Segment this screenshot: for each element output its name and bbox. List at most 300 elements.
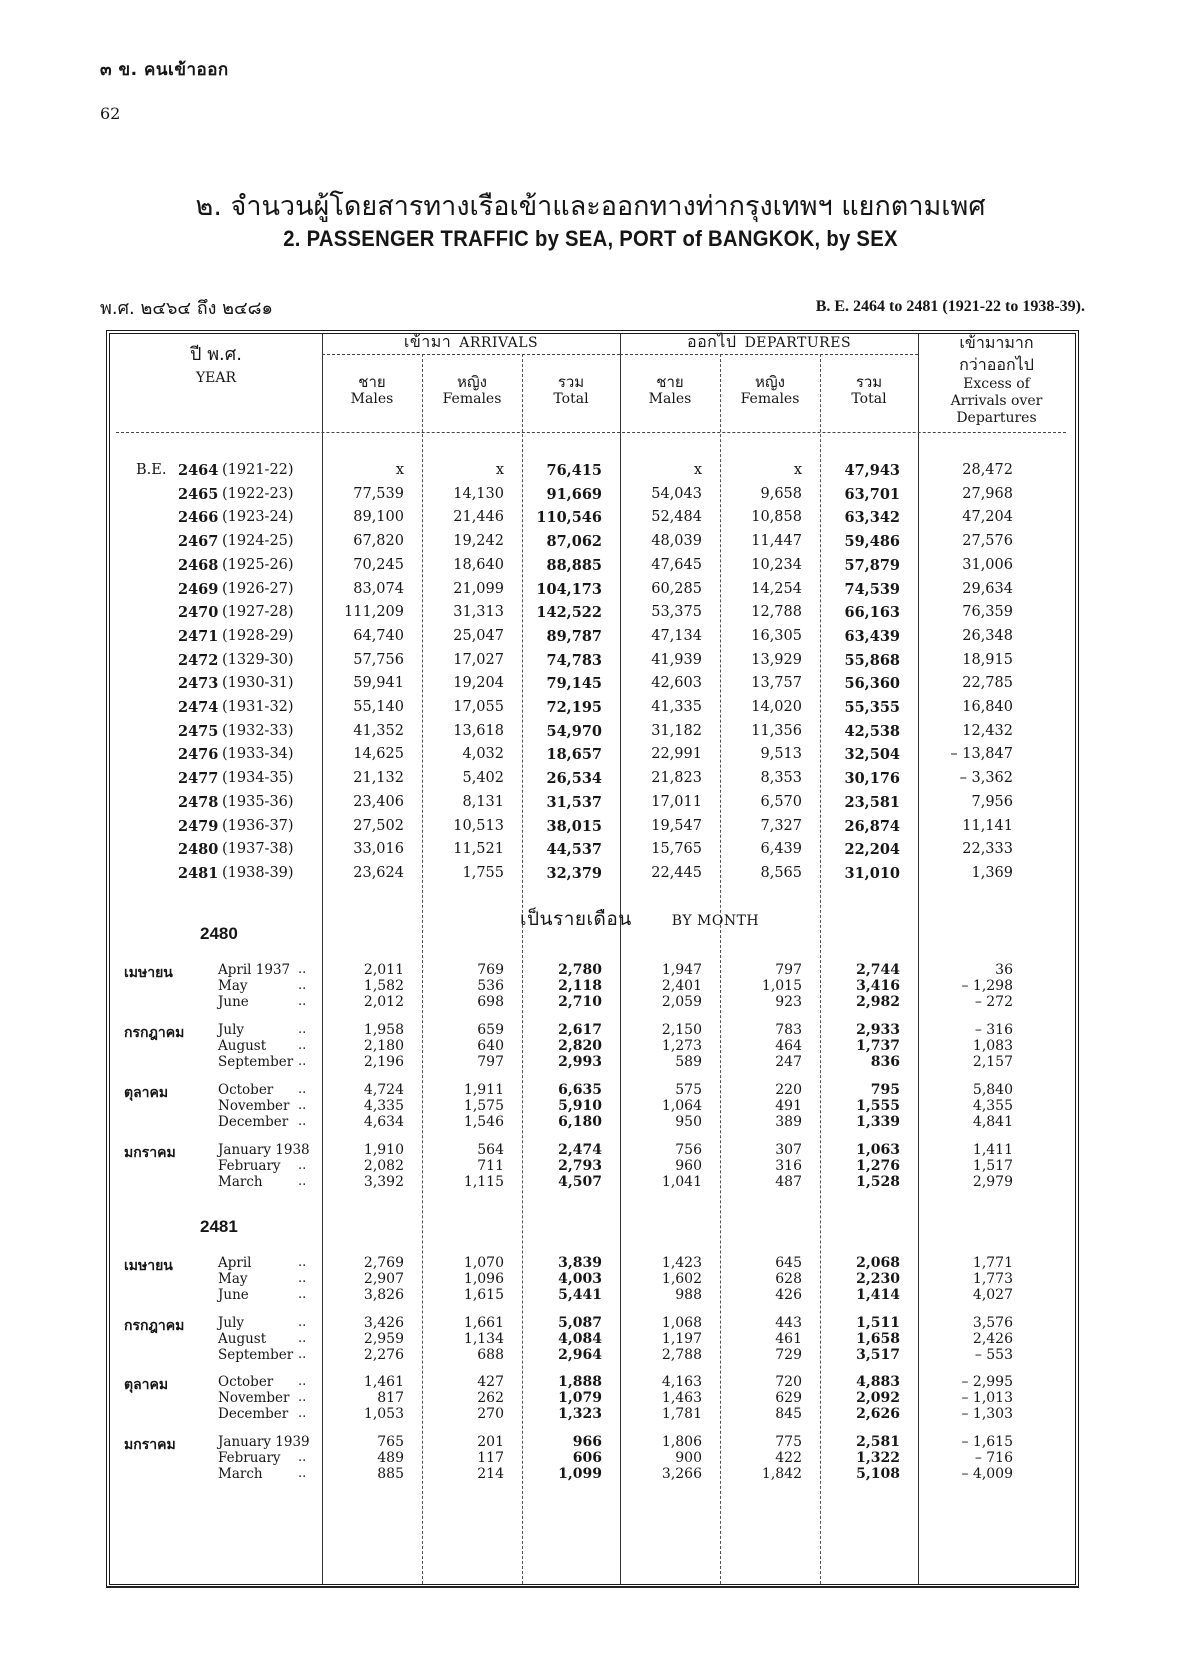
arrivals-females-header: หญิง Females	[442, 373, 502, 407]
cell-dep-t: 2,626	[856, 1406, 900, 1422]
cell-excess: 27,968	[962, 485, 1013, 502]
cell-arr-f: 5,402	[462, 770, 504, 787]
cell-dep-m: 950	[675, 1114, 702, 1130]
month-name: December	[218, 1406, 289, 1422]
cell-dep-f: 9,513	[760, 746, 802, 763]
month-row	[110, 1271, 1075, 1287]
excess-header: เข้ามามาก กว่าออกไป Excess of Arrivals over Departures	[950, 333, 1043, 426]
month-row	[110, 1390, 1075, 1406]
year-be: 2465	[178, 485, 219, 503]
cell-dep-f: 13,929	[751, 651, 802, 668]
cell-arr-t: 88,885	[546, 556, 602, 574]
table-row	[110, 581, 1075, 605]
cell-arr-f: 659	[477, 1022, 504, 1038]
cell-arr-m: 2,959	[363, 1331, 404, 1347]
leader-dots: ..	[298, 1174, 307, 1189]
cell-arr-m: 55,140	[353, 699, 404, 715]
cell-arr-m: 817	[377, 1390, 404, 1406]
year-be: 2476	[178, 746, 219, 764]
year-header-thai: ปี พ.ศ.	[190, 344, 242, 365]
cell-arr-m: 2,196	[363, 1054, 404, 1070]
cell-arr-t: 32,379	[546, 864, 602, 882]
leader-dots: ..	[298, 1271, 307, 1286]
leader-dots: ..	[298, 1287, 307, 1302]
month-section-year: 2480	[200, 924, 238, 943]
cell-dep-m: 1,041	[661, 1174, 702, 1190]
cell-dep-t: 1,063	[856, 1142, 900, 1158]
cell-arr-f: 1,615	[463, 1287, 504, 1303]
cell-arr-t: 2,993	[558, 1054, 602, 1070]
cell-arr-m: 1,910	[363, 1142, 404, 1158]
leader-dots: ..	[298, 1038, 307, 1053]
cell-arr-t: 4,507	[558, 1174, 602, 1190]
cell-dep-t: 1,339	[856, 1114, 900, 1130]
month-name: June	[218, 994, 249, 1010]
cell-dep-f: 10,234	[751, 556, 802, 573]
month-name: October	[218, 1082, 274, 1098]
year-ce: (1934-35)	[222, 770, 294, 787]
cell-dep-t: 55,868	[844, 651, 900, 669]
month-row	[110, 1054, 1075, 1070]
year-ce: (1921-22)	[222, 462, 294, 478]
cell-excess: 1,369	[971, 864, 1013, 881]
cell-excess: 2,426	[972, 1331, 1013, 1347]
month-name: February	[218, 1450, 281, 1466]
cell-arr-t: 89,787	[546, 627, 602, 645]
table-row	[110, 841, 1075, 865]
cell-dep-t: 836	[870, 1054, 900, 1070]
cell-excess: 31,006	[962, 556, 1013, 573]
year-ce: (1933-34)	[222, 746, 294, 763]
departures-total-header: รวม Total	[851, 373, 887, 407]
table-row	[110, 509, 1075, 533]
month-row	[110, 1082, 1075, 1098]
cell-dep-f: x	[793, 462, 802, 478]
cell-excess: – 553	[974, 1347, 1013, 1363]
section-label: ๓ ข. คนเข้าออก	[100, 60, 229, 80]
cell-arr-t: 79,145	[546, 675, 602, 693]
cell-dep-t: 1,737	[856, 1038, 900, 1054]
cell-arr-m: 2,180	[363, 1038, 404, 1054]
cell-arr-t: 1,888	[558, 1374, 602, 1390]
cell-excess: 47,204	[962, 509, 1013, 526]
cell-dep-m: 47,645	[651, 556, 702, 573]
leader-dots: ..	[298, 1098, 307, 1113]
cell-arr-m: 2,012	[363, 994, 404, 1010]
month-name: September	[218, 1054, 294, 1070]
cell-dep-f: 729	[775, 1347, 802, 1363]
cell-dep-f: 6,439	[760, 841, 802, 858]
cell-dep-m: 41,939	[651, 651, 702, 668]
year-header	[110, 340, 322, 387]
cell-dep-m: 1,463	[661, 1390, 702, 1406]
cell-arr-m: 885	[377, 1466, 404, 1482]
cell-arr-t: 1,323	[558, 1406, 602, 1422]
year-be: 2469	[178, 580, 219, 598]
month-row	[110, 1158, 1075, 1174]
cell-excess: – 1,298	[961, 978, 1013, 994]
month-row	[110, 962, 1075, 978]
cell-dep-f: 8,353	[760, 770, 802, 787]
quarter-label-thai: มกราคม	[124, 1437, 176, 1453]
leader-dots: ..	[298, 962, 307, 977]
year-ce: (1923-24)	[222, 509, 294, 526]
cell-arr-f: 711	[477, 1158, 504, 1174]
year-be: 2474	[178, 699, 219, 716]
cell-dep-t: 2,982	[856, 994, 900, 1010]
cell-dep-t: 1,528	[856, 1174, 900, 1190]
year-ce: (1936-37)	[222, 817, 294, 834]
cell-arr-m: 21,132	[353, 770, 404, 787]
year-ce: (1922-23)	[222, 485, 294, 502]
year-range-english: B. E. 2464 to 2481 (1921-22 to 1938-39).	[815, 298, 1085, 315]
cell-arr-t: 110,546	[536, 509, 602, 527]
leader-dots: ..	[298, 1406, 307, 1421]
cell-arr-t: 74,783	[546, 651, 602, 669]
cell-arr-f: 262	[477, 1390, 504, 1406]
leader-dots: ..	[298, 1022, 307, 1037]
cell-dep-m: 1,947	[661, 962, 702, 978]
cell-dep-t: 4,883	[856, 1374, 900, 1390]
cell-dep-t: 63,439	[844, 627, 900, 645]
cell-arr-m: 2,276	[363, 1347, 404, 1363]
arrivals-header: เข้ามา ARRIVALS	[403, 332, 539, 351]
cell-dep-t: 1,555	[856, 1098, 900, 1114]
cell-dep-f: 923	[775, 994, 802, 1010]
quarter-label-thai: ตุลาคม	[124, 1085, 169, 1101]
cell-arr-f: 270	[477, 1406, 504, 1422]
cell-dep-t: 31,010	[844, 864, 900, 882]
cell-arr-m: 3,826	[363, 1287, 404, 1303]
cell-dep-f: 8,565	[760, 864, 802, 881]
cell-dep-f: 7,327	[760, 817, 802, 834]
cell-dep-t: 63,342	[844, 509, 900, 527]
year-ce: (1930-31)	[222, 675, 294, 692]
cell-dep-m: 22,445	[651, 864, 702, 881]
cell-arr-f: 19,204	[453, 675, 504, 692]
cell-dep-f: 220	[775, 1082, 802, 1098]
leader-dots: ..	[298, 1450, 307, 1465]
cell-arr-t: 2,710	[558, 994, 602, 1010]
cell-dep-t: 2,933	[856, 1022, 900, 1038]
month-name: November	[218, 1098, 290, 1114]
cell-dep-f: 10,858	[751, 509, 802, 526]
cell-excess: 2,979	[972, 1174, 1013, 1190]
cell-excess: 2,157	[972, 1054, 1013, 1070]
year-be: 2464	[178, 462, 219, 479]
cell-excess: 11,141	[962, 817, 1013, 834]
year-be: 2467	[178, 533, 219, 551]
cell-dep-m: 1,068	[661, 1315, 702, 1331]
cell-arr-t: 26,534	[546, 770, 602, 788]
year-ce: (1926-27)	[222, 580, 294, 597]
table-row	[110, 557, 1075, 581]
cell-arr-f: 17,027	[453, 651, 504, 668]
cell-dep-m: 1,781	[661, 1406, 702, 1422]
cell-dep-m: 4,163	[661, 1374, 702, 1390]
cell-arr-t: 5,910	[558, 1098, 602, 1114]
cell-dep-t: 1,276	[856, 1158, 900, 1174]
quarter-label-thai: เมษายน	[124, 1258, 173, 1274]
cell-arr-t: 606	[572, 1450, 602, 1466]
cell-arr-f: x	[495, 462, 504, 478]
cell-dep-m: 15,765	[651, 841, 702, 858]
cell-excess: 27,576	[962, 533, 1013, 550]
cell-excess: 3,576	[972, 1315, 1013, 1331]
cell-excess: 22,785	[962, 675, 1013, 692]
month-name: September	[218, 1347, 294, 1363]
cell-excess: 22,333	[962, 841, 1013, 858]
year-ce: (1925-26)	[222, 556, 294, 573]
cell-dep-m: 47,134	[651, 627, 702, 644]
cell-dep-m: 575	[675, 1082, 702, 1098]
cell-arr-t: 38,015	[546, 817, 602, 835]
cell-arr-m: 1,582	[363, 978, 404, 994]
cell-arr-t: 2,964	[558, 1347, 602, 1363]
cell-dep-m: 2,150	[661, 1022, 702, 1038]
cell-dep-f: 247	[775, 1054, 802, 1070]
cell-arr-f: 1,070	[463, 1255, 504, 1271]
cell-dep-m: 41,335	[651, 699, 702, 715]
month-row	[110, 1287, 1075, 1303]
era-prefix: B.E.	[136, 462, 167, 478]
leader-dots: ..	[298, 1315, 307, 1330]
cell-dep-m: 31,182	[651, 722, 702, 739]
cell-arr-m: 64,740	[353, 627, 404, 644]
cell-arr-f: 769	[477, 962, 504, 978]
leader-dots: ..	[298, 1082, 307, 1097]
leader-dots: ..	[298, 1347, 307, 1362]
leader-dots: ..	[298, 1054, 307, 1069]
cell-excess: 36	[995, 962, 1013, 978]
cell-dep-m: 1,064	[661, 1098, 702, 1114]
cell-dep-f: 1,015	[761, 978, 802, 994]
leader-dots: ..	[298, 1374, 307, 1389]
month-name: November	[218, 1390, 290, 1406]
year-range-thai: พ.ศ. ๒๔๖๔ ถึง ๒๔๘๑	[100, 298, 273, 319]
year-be: 2475	[178, 722, 219, 740]
month-name: April 1937	[218, 962, 291, 978]
cell-dep-t: 30,176	[844, 770, 900, 788]
cell-dep-t: 55,355	[844, 699, 900, 716]
cell-dep-f: 6,570	[760, 793, 802, 810]
cell-arr-t: 1,079	[558, 1390, 602, 1406]
cell-dep-f: 720	[775, 1374, 802, 1390]
table-row	[110, 770, 1075, 794]
cell-arr-m: 2,011	[363, 962, 404, 978]
cell-arr-t: 1,099	[558, 1466, 602, 1482]
cell-excess: 1,411	[972, 1142, 1013, 1158]
cell-arr-m: 33,016	[353, 841, 404, 858]
leader-dots: ..	[298, 1114, 307, 1129]
cell-dep-f: 13,757	[751, 675, 802, 692]
departures-header: ออกไป DEPARTURES	[686, 332, 852, 351]
month-name: January 1938	[218, 1142, 310, 1158]
cell-arr-f: 564	[477, 1142, 504, 1158]
cell-dep-f: 422	[775, 1450, 802, 1466]
cell-arr-f: 797	[477, 1054, 504, 1070]
table-row	[110, 533, 1075, 557]
cell-arr-f: 13,618	[453, 722, 504, 739]
cell-arr-m: 27,502	[353, 817, 404, 834]
quarter-label-thai: เมษายน	[124, 965, 173, 981]
cell-arr-t: 76,415	[546, 462, 602, 479]
cell-excess: 29,634	[962, 580, 1013, 597]
cell-arr-m: 67,820	[353, 533, 404, 550]
cell-arr-m: 41,352	[353, 722, 404, 739]
cell-arr-f: 14,130	[453, 485, 504, 502]
month-row	[110, 1174, 1075, 1190]
cell-arr-f: 1,134	[463, 1331, 504, 1347]
cell-arr-t: 2,617	[558, 1022, 602, 1038]
cell-dep-t: 2,744	[856, 962, 900, 978]
cell-arr-t: 44,537	[546, 841, 602, 859]
cell-dep-m: 19,547	[651, 817, 702, 834]
cell-dep-f: 9,658	[760, 485, 802, 502]
data-table	[106, 330, 1079, 1588]
cell-arr-f: 17,055	[453, 699, 504, 715]
table-row	[110, 604, 1075, 628]
cell-dep-t: 63,701	[844, 485, 900, 503]
table-row	[110, 746, 1075, 770]
year-be: 2471	[178, 627, 219, 645]
cell-arr-m: 83,074	[353, 580, 404, 597]
cell-dep-m: 48,039	[651, 533, 702, 550]
cell-dep-m: 1,197	[661, 1331, 702, 1347]
cell-excess: 1,083	[972, 1038, 1013, 1054]
leader-dots: ..	[298, 1255, 307, 1270]
cell-arr-f: 10,513	[453, 817, 504, 834]
month-row	[110, 1022, 1075, 1038]
arrivals-males-header: ชาย Males	[350, 373, 394, 407]
cell-dep-f: 645	[775, 1255, 802, 1271]
cell-arr-t: 3,839	[558, 1255, 602, 1271]
quarter-label-thai: ตุลาคม	[124, 1377, 169, 1393]
month-row	[110, 1450, 1075, 1466]
table-title-english: 2. PASSENGER TRAFFIC by SEA, PORT of BANGKOK, by SEX	[283, 226, 898, 251]
cell-dep-t: 3,416	[856, 978, 900, 994]
header-bottom-rule	[116, 432, 1066, 433]
cell-dep-f: 487	[775, 1174, 802, 1190]
cell-dep-t: 2,092	[856, 1390, 900, 1406]
cell-arr-f: 25,047	[453, 627, 504, 644]
year-ce: (1927-28)	[222, 604, 294, 621]
cell-excess: – 4,009	[961, 1466, 1013, 1482]
cell-dep-t: 3,517	[856, 1347, 900, 1363]
cell-arr-m: 14,625	[353, 746, 404, 763]
cell-arr-f: 11,521	[453, 841, 504, 858]
cell-excess: – 1,615	[961, 1434, 1013, 1450]
cell-dep-f: 316	[775, 1158, 802, 1174]
table-row	[110, 818, 1075, 842]
cell-arr-t: 54,970	[546, 722, 602, 740]
cell-excess: 1,773	[972, 1271, 1013, 1287]
quarter-label-thai: กรกฎาคม	[124, 1318, 185, 1334]
cell-arr-t: 966	[572, 1434, 602, 1450]
cell-arr-f: 31,313	[453, 604, 504, 621]
cell-dep-f: 845	[775, 1406, 802, 1422]
leader-dots: ..	[298, 1390, 307, 1405]
cell-dep-t: 2,230	[856, 1271, 900, 1287]
cell-arr-m: 3,392	[363, 1174, 404, 1190]
leader-dots: ..	[298, 994, 307, 1009]
cell-dep-f: 389	[775, 1114, 802, 1130]
cell-excess: – 716	[974, 1450, 1013, 1466]
cell-arr-f: 427	[477, 1374, 504, 1390]
cell-arr-m: 4,724	[363, 1082, 404, 1098]
table-row	[110, 462, 1075, 486]
cell-dep-m: 54,043	[651, 485, 702, 502]
year-ce: (1924-25)	[222, 533, 294, 550]
cell-dep-m: 60,285	[651, 580, 702, 597]
cell-dep-t: 74,539	[844, 580, 900, 598]
cell-excess: – 316	[974, 1022, 1013, 1038]
cell-dep-t: 22,204	[844, 841, 900, 859]
cell-arr-f: 1,575	[463, 1098, 504, 1114]
cell-arr-m: 89,100	[353, 509, 404, 526]
cell-arr-m: 57,756	[353, 651, 404, 668]
year-ce: (1935-36)	[222, 793, 294, 810]
cell-excess: – 3,362	[959, 770, 1013, 787]
cell-arr-m: 2,907	[363, 1271, 404, 1287]
cell-arr-t: 4,003	[558, 1271, 602, 1287]
cell-arr-f: 688	[477, 1347, 504, 1363]
table-row	[110, 699, 1075, 723]
cell-arr-t: 2,118	[558, 978, 602, 994]
cell-dep-t: 26,874	[844, 817, 900, 835]
leader-dots: ..	[298, 1466, 307, 1481]
cell-excess: 76,359	[962, 604, 1013, 621]
cell-arr-f: 21,099	[453, 580, 504, 597]
cell-arr-f: 4,032	[462, 746, 504, 763]
cell-dep-f: 14,254	[751, 580, 802, 597]
cell-dep-f: 629	[775, 1390, 802, 1406]
cell-arr-f: 21,446	[453, 509, 504, 526]
month-name: December	[218, 1114, 289, 1130]
cell-dep-f: 491	[775, 1098, 802, 1114]
cell-arr-t: 104,173	[536, 580, 602, 598]
cell-arr-f: 1,115	[463, 1174, 504, 1190]
cell-arr-f: 18,640	[453, 556, 504, 573]
year-ce: (1938-39)	[222, 864, 294, 881]
cell-arr-m: 23,406	[353, 793, 404, 810]
table-row	[110, 628, 1075, 652]
month-section-year: 2481	[200, 1217, 238, 1236]
month-name: July	[218, 1022, 245, 1038]
cell-arr-t: 2,780	[558, 962, 602, 978]
cell-arr-t: 2,793	[558, 1158, 602, 1174]
cell-arr-t: 31,537	[546, 793, 602, 811]
cell-dep-t: 5,108	[856, 1466, 900, 1482]
cell-excess: – 2,995	[961, 1374, 1013, 1390]
cell-excess: 1,771	[972, 1255, 1013, 1271]
cell-dep-m: 53,375	[651, 604, 702, 621]
cell-excess: 28,472	[962, 462, 1013, 478]
month-name: October	[218, 1374, 274, 1390]
cell-excess: 7,956	[971, 793, 1013, 810]
cell-dep-m: 1,423	[661, 1255, 702, 1271]
cell-arr-t: 6,180	[558, 1114, 602, 1130]
year-header-english: YEAR	[195, 370, 237, 386]
month-row	[110, 1255, 1075, 1271]
cell-excess: – 1,303	[961, 1406, 1013, 1422]
cell-excess: 1,517	[972, 1158, 1013, 1174]
cell-arr-m: 111,209	[344, 604, 404, 621]
month-name: August	[218, 1331, 267, 1347]
month-row	[110, 1406, 1075, 1422]
departures-males-header: ชาย Males	[648, 373, 692, 407]
month-name: January 1939	[218, 1434, 310, 1450]
